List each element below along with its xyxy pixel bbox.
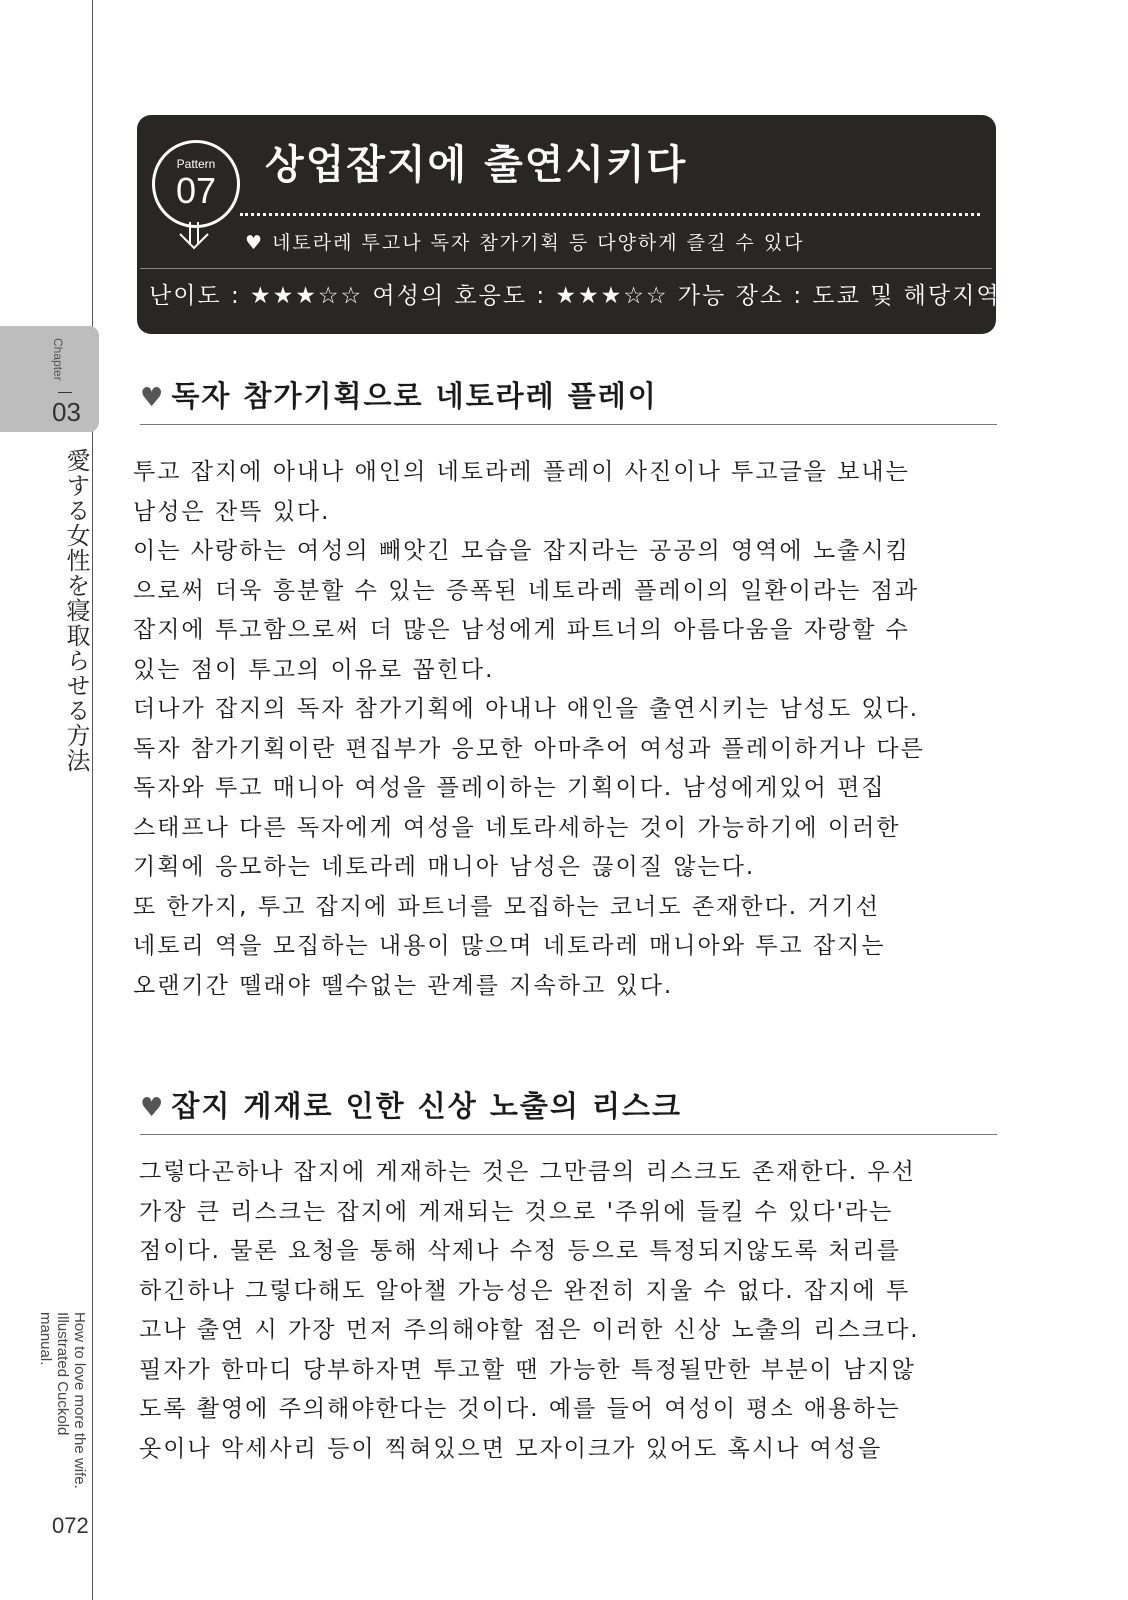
body-line: 있는 점이 투고의 이유로 꼽힌다. <box>133 656 495 683</box>
body-line: 남성은 잔뜩 있다. <box>133 498 331 525</box>
title-dotted-rule <box>240 213 980 216</box>
section-rule <box>140 1134 997 1135</box>
heart-icon: ♥ <box>140 383 166 413</box>
section-body <box>133 453 925 1006</box>
pattern-badge <box>152 140 240 228</box>
body-line: 점이다. 물론 요청을 통해 삭제나 수정 등으로 특정되지않도록 처리를 <box>139 1238 901 1264</box>
body-line: 이는 사랑하는 여성의 빼앗긴 모습을 잡지라는 공공의 영역에 노출시킴 <box>133 538 910 564</box>
body-line: 또 한가지, 투고 잡지에 파트너를 모집하는 코너도 존재한다. 거기선 <box>133 893 880 920</box>
body-line: 독자 참가기획이란 편집부가 응모한 아마추어 여성과 플레이하거나 다른 <box>133 735 925 762</box>
header-divider <box>140 268 992 269</box>
margin-rule <box>92 0 93 1600</box>
pattern-number: 07 <box>175 170 217 211</box>
chapter-label: Chapter <box>51 338 65 381</box>
arrow-down-icon <box>176 222 216 252</box>
chapter-divider <box>58 392 72 393</box>
body-line: 독자와 투고 매니아 여성을 플레이하는 기획이다. 남성에게있어 편집 <box>133 775 886 801</box>
pattern-meta: 난이도 : ★★★☆☆ 여성의 호응도 : ★★★☆☆ 가능 장소 : 도쿄 및 해당지역 <box>149 283 1001 309</box>
body-line: 투고 잡지에 아내나 애인의 네토라레 플레이 사진이나 투고글을 보내는 <box>133 459 910 485</box>
section-rule <box>140 424 997 425</box>
book-subtitle-line2: Illustrated Cuckold manual. <box>37 1312 71 1436</box>
section-body <box>139 1153 920 1469</box>
body-line: 으로써 더욱 흥분할 수 있는 증폭된 네토라레 플레이의 일환이라는 점과 <box>133 577 920 604</box>
body-line: 옷이나 악세사리 등이 찍혀있으면 모자이크가 있어도 혹시나 여성을 <box>139 1435 883 1462</box>
body-line: 오랜기간 뗄래야 뗄수없는 관계를 지속하고 있다. <box>133 972 674 999</box>
pattern-label: Pattern <box>176 157 216 171</box>
body-line: 도록 촬영에 주의해야한다는 것이다. 예를 들어 여성이 평소 애용하는 <box>139 1396 901 1422</box>
body-line: 고나 출연 시 가장 먼저 주의해야할 점은 이러한 신상 노출의 리스크다. <box>139 1317 920 1343</box>
body-line: 필자가 한마디 당부하자면 투고할 땐 가능한 특정될만한 부분이 남지않 <box>139 1356 916 1383</box>
body-line: 네토리 역을 모집하는 내용이 많으며 네토라레 매니아와 투고 잡지는 <box>133 933 886 959</box>
heart-icon: ♥ <box>140 1093 166 1123</box>
body-line: 기획에 응모하는 네토라레 매니아 남성은 끊이질 않는다. <box>133 854 756 880</box>
body-line: 하긴하나 그렇다해도 알아챌 가능성은 완전히 지울 수 없다. 잡지에 투 <box>139 1277 911 1304</box>
section-heading-text: 독자 참가기획으로 네토라레 플레이 <box>171 379 658 413</box>
pattern-title: 상업잡지에 출연시키다 <box>265 142 688 188</box>
book-subtitle-line1: How to love more the wife. <box>71 1312 88 1489</box>
body-line: 더나가 잡지의 독자 참가기획에 아내나 애인을 출연시키는 남성도 있다. <box>133 696 920 722</box>
chapter-number: 03 <box>52 397 81 427</box>
section-heading-text: 잡지 게재로 인한 신상 노출의 리스크 <box>171 1089 683 1123</box>
body-line: 스태프나 다른 독자에게 여성을 네토라세하는 것이 가능하기에 이러한 <box>133 814 901 841</box>
body-line: 그렇다곤하나 잡지에 게재하는 것은 그만큼의 리스크도 존재한다. 우선 <box>139 1159 916 1185</box>
book-title: 愛する女性を寝取らせる方法 <box>62 448 90 773</box>
book-subtitle-en <box>37 1312 88 1492</box>
section-heading <box>140 1086 682 1128</box>
body-line: 가장 큰 리스크는 잡지에 게재되는 것으로 '주위에 들킬 수 있다'라는 <box>139 1198 894 1225</box>
page-number: 072 <box>52 1513 89 1538</box>
body-line: 잡지에 투고함으로써 더 많은 남성에게 파트너의 아름다움을 자랑할 수 <box>133 617 910 643</box>
pattern-subtitle: ♥ 네토라레 투고나 독자 참가기획 등 다양하게 즐길 수 있다 <box>245 232 805 254</box>
section-heading <box>140 376 658 418</box>
